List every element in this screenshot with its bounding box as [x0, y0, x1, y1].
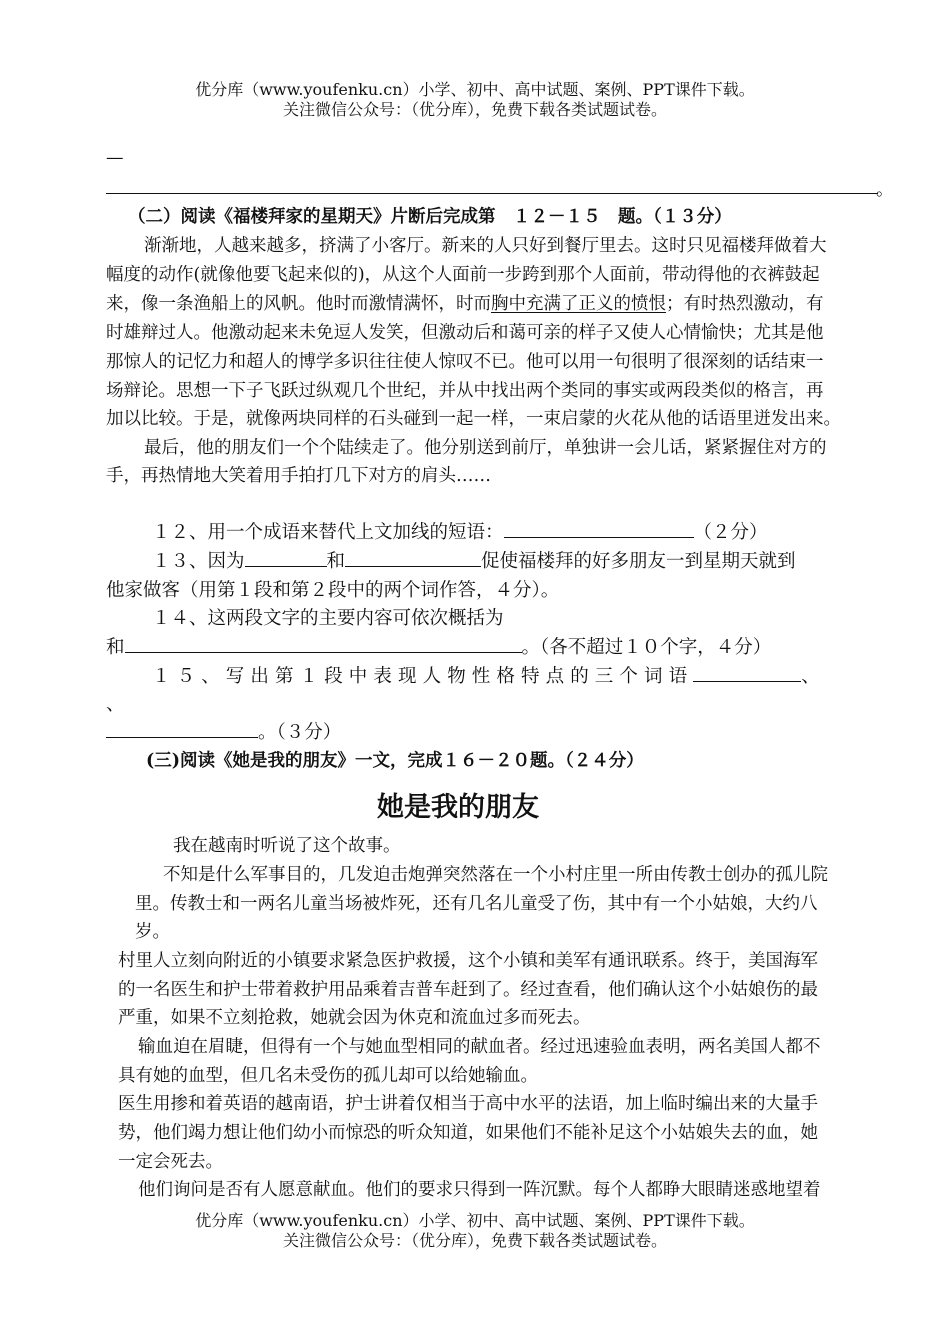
passage-line: 加以比较。于是，就像两块同样的石头碰到一起一样，一束启蒙的火花从他的话语里迸发出来。 [106, 409, 841, 429]
passage-line: 时雄辩过人。他激动起来未免逗人发笑，但激动后和蔼可亲的样子又使人心情愉快；尤其是他 [106, 323, 824, 343]
question-14: １４、这两段文字的主要内容可依次概括为 [152, 608, 504, 629]
article-line: 一定会死去。 [118, 1152, 223, 1172]
underlined-phrase: 胸中充满了正义的愤恨 [491, 294, 666, 314]
article-line: 的一名医生和护士带着救护用品乘着吉普车赶到了。经过查看，他们确认这个小姑娘伤的最 [118, 980, 818, 1000]
question-text: 促使福楼拜的好多朋友一到星期天就到 [481, 551, 796, 572]
passage-line: 手，再热情地大笑着用手拍打几下对方的肩头…… [106, 466, 491, 486]
article-line: 不知是什么军事目的，几发迫击炮弹突然落在一个小村庄里一所由传教士创办的孤儿院 [163, 865, 828, 885]
answer-blank[interactable] [504, 519, 694, 538]
article-line: 村里人立刻向附近的小镇要求紧急医护救援，这个小镇和美军有通讯联系。终于，美国海军 [118, 951, 818, 971]
answer-blank[interactable] [245, 548, 327, 567]
question-text: １２、用一个成语来替代上文加线的短语： [152, 522, 504, 543]
article-line: 我在越南时听说了这个故事。 [173, 836, 401, 856]
question-12 [152, 518, 768, 544]
answer-blank[interactable] [125, 634, 522, 653]
article-line: 岁。 [135, 922, 170, 942]
passage-line: 幅度的动作(就像他要飞起来似的)，从这个人面前一步跨到那个人面前，带动得他的衣裤鼓起 [106, 265, 820, 285]
header-line-2: 关注微信公众号：（优分库），免费下载各类试题试卷。 [282, 100, 667, 119]
question-13 [152, 547, 796, 573]
answer-blank[interactable] [693, 663, 801, 682]
question-text: １５、写出第１段中表现人物性格特点的三个词语 [152, 666, 694, 687]
section-2-heading: （二）阅读《福楼拜家的星期天》片断后完成第 １２－１５ 题。（１３分） [128, 207, 732, 227]
article-line: 势，他们竭力想让他们幼小而惊恐的听众知道，如果他们不能补足这个小姑娘失去的血，她 [118, 1123, 818, 1143]
article-line: 他们询问是否有人愿意献血。他们的要求只得到一阵沉默。每个人都睁大眼睛迷惑地望着 [138, 1180, 821, 1200]
passage-text: ；有时热烈激动，有 [666, 294, 824, 314]
footer-line-1: 优分库（www.youfenku.cn）小学、初中、高中试题、案例、PPT课件下载。 [195, 1211, 755, 1230]
question-15-line-2 [106, 718, 341, 744]
article-line: 输血迫在眉睫，但得有一个与她血型相同的献血者。经过迅速验血表明，两名美国人都不 [138, 1037, 821, 1057]
answer-end-mark: 。 [876, 180, 894, 200]
question-text: １３、因为 [152, 551, 245, 572]
article-line: 具有她的血型，但几名未受伤的孤儿却可以给她输血。 [118, 1066, 538, 1086]
question-text: 。（３分） [258, 722, 342, 743]
article-line: 严重，如果不立刻抢救，她就会因为休克和流血过多而死去。 [118, 1008, 591, 1028]
question-score: （２分） [693, 522, 768, 543]
passage-line: 那惊人的记忆力和超人的博学多识往往使人惊叹不已。他可以用一句很明了很深刻的话结束一 [106, 352, 824, 372]
question-text: 和 [106, 637, 125, 658]
article-line: 里。传教士和一两名儿童当场被炸死，还有几名儿童受了伤，其中有一个小姑娘，大约八 [135, 894, 818, 914]
question-15-separator: 、 [106, 694, 125, 715]
article-title: 她是我的朋友 [377, 792, 539, 823]
answer-line [106, 193, 878, 194]
passage-text: 来，像一条渔船上的风帆。他时而激情满怀，时而 [106, 294, 491, 314]
question-13-line-2: 他家做客（用第１段和第２段中的两个词作答，４分）。 [106, 580, 560, 601]
passage-line: 最后，他的朋友们一个个陆续走了。他分别送到前厅，单独讲一会儿话，紧紧握住对方的 [144, 438, 827, 458]
footer-line-2: 关注微信公众号：（优分库），免费下载各类试题试卷。 [282, 1231, 667, 1250]
answer-blank[interactable] [106, 719, 258, 738]
passage-line: 场辩论。思想一下子飞跃过纵观几个世纪，并从中找出两个类同的事实或两段类似的格言，再 [106, 381, 824, 401]
header-line-1: 优分库（www.youfenku.cn）小学、初中、高中试题、案例、PPT课件下载。 [195, 80, 755, 99]
passage-line: 渐渐地，人越来越多，挤满了小客厅。新来的人只好到餐厅里去。这时只见福楼拜做着大 [144, 236, 827, 256]
section-3-heading: (三)阅读《她是我的朋友》一文，完成１６－２０题。（２４分） [146, 751, 644, 771]
answer-dash: — [106, 148, 124, 168]
answer-blank[interactable] [345, 548, 481, 567]
question-text: 、 [801, 666, 826, 687]
article-line: 医生用掺和着英语的越南语，护士讲着仅相当于高中水平的法语，加上临时编出来的大量手 [118, 1094, 818, 1114]
question-text: 和 [326, 551, 346, 572]
question-14-line-2 [106, 633, 771, 659]
question-text: 。（各不超过１０个字，４分） [521, 637, 772, 658]
question-15 [152, 662, 826, 688]
passage-line [106, 290, 824, 315]
